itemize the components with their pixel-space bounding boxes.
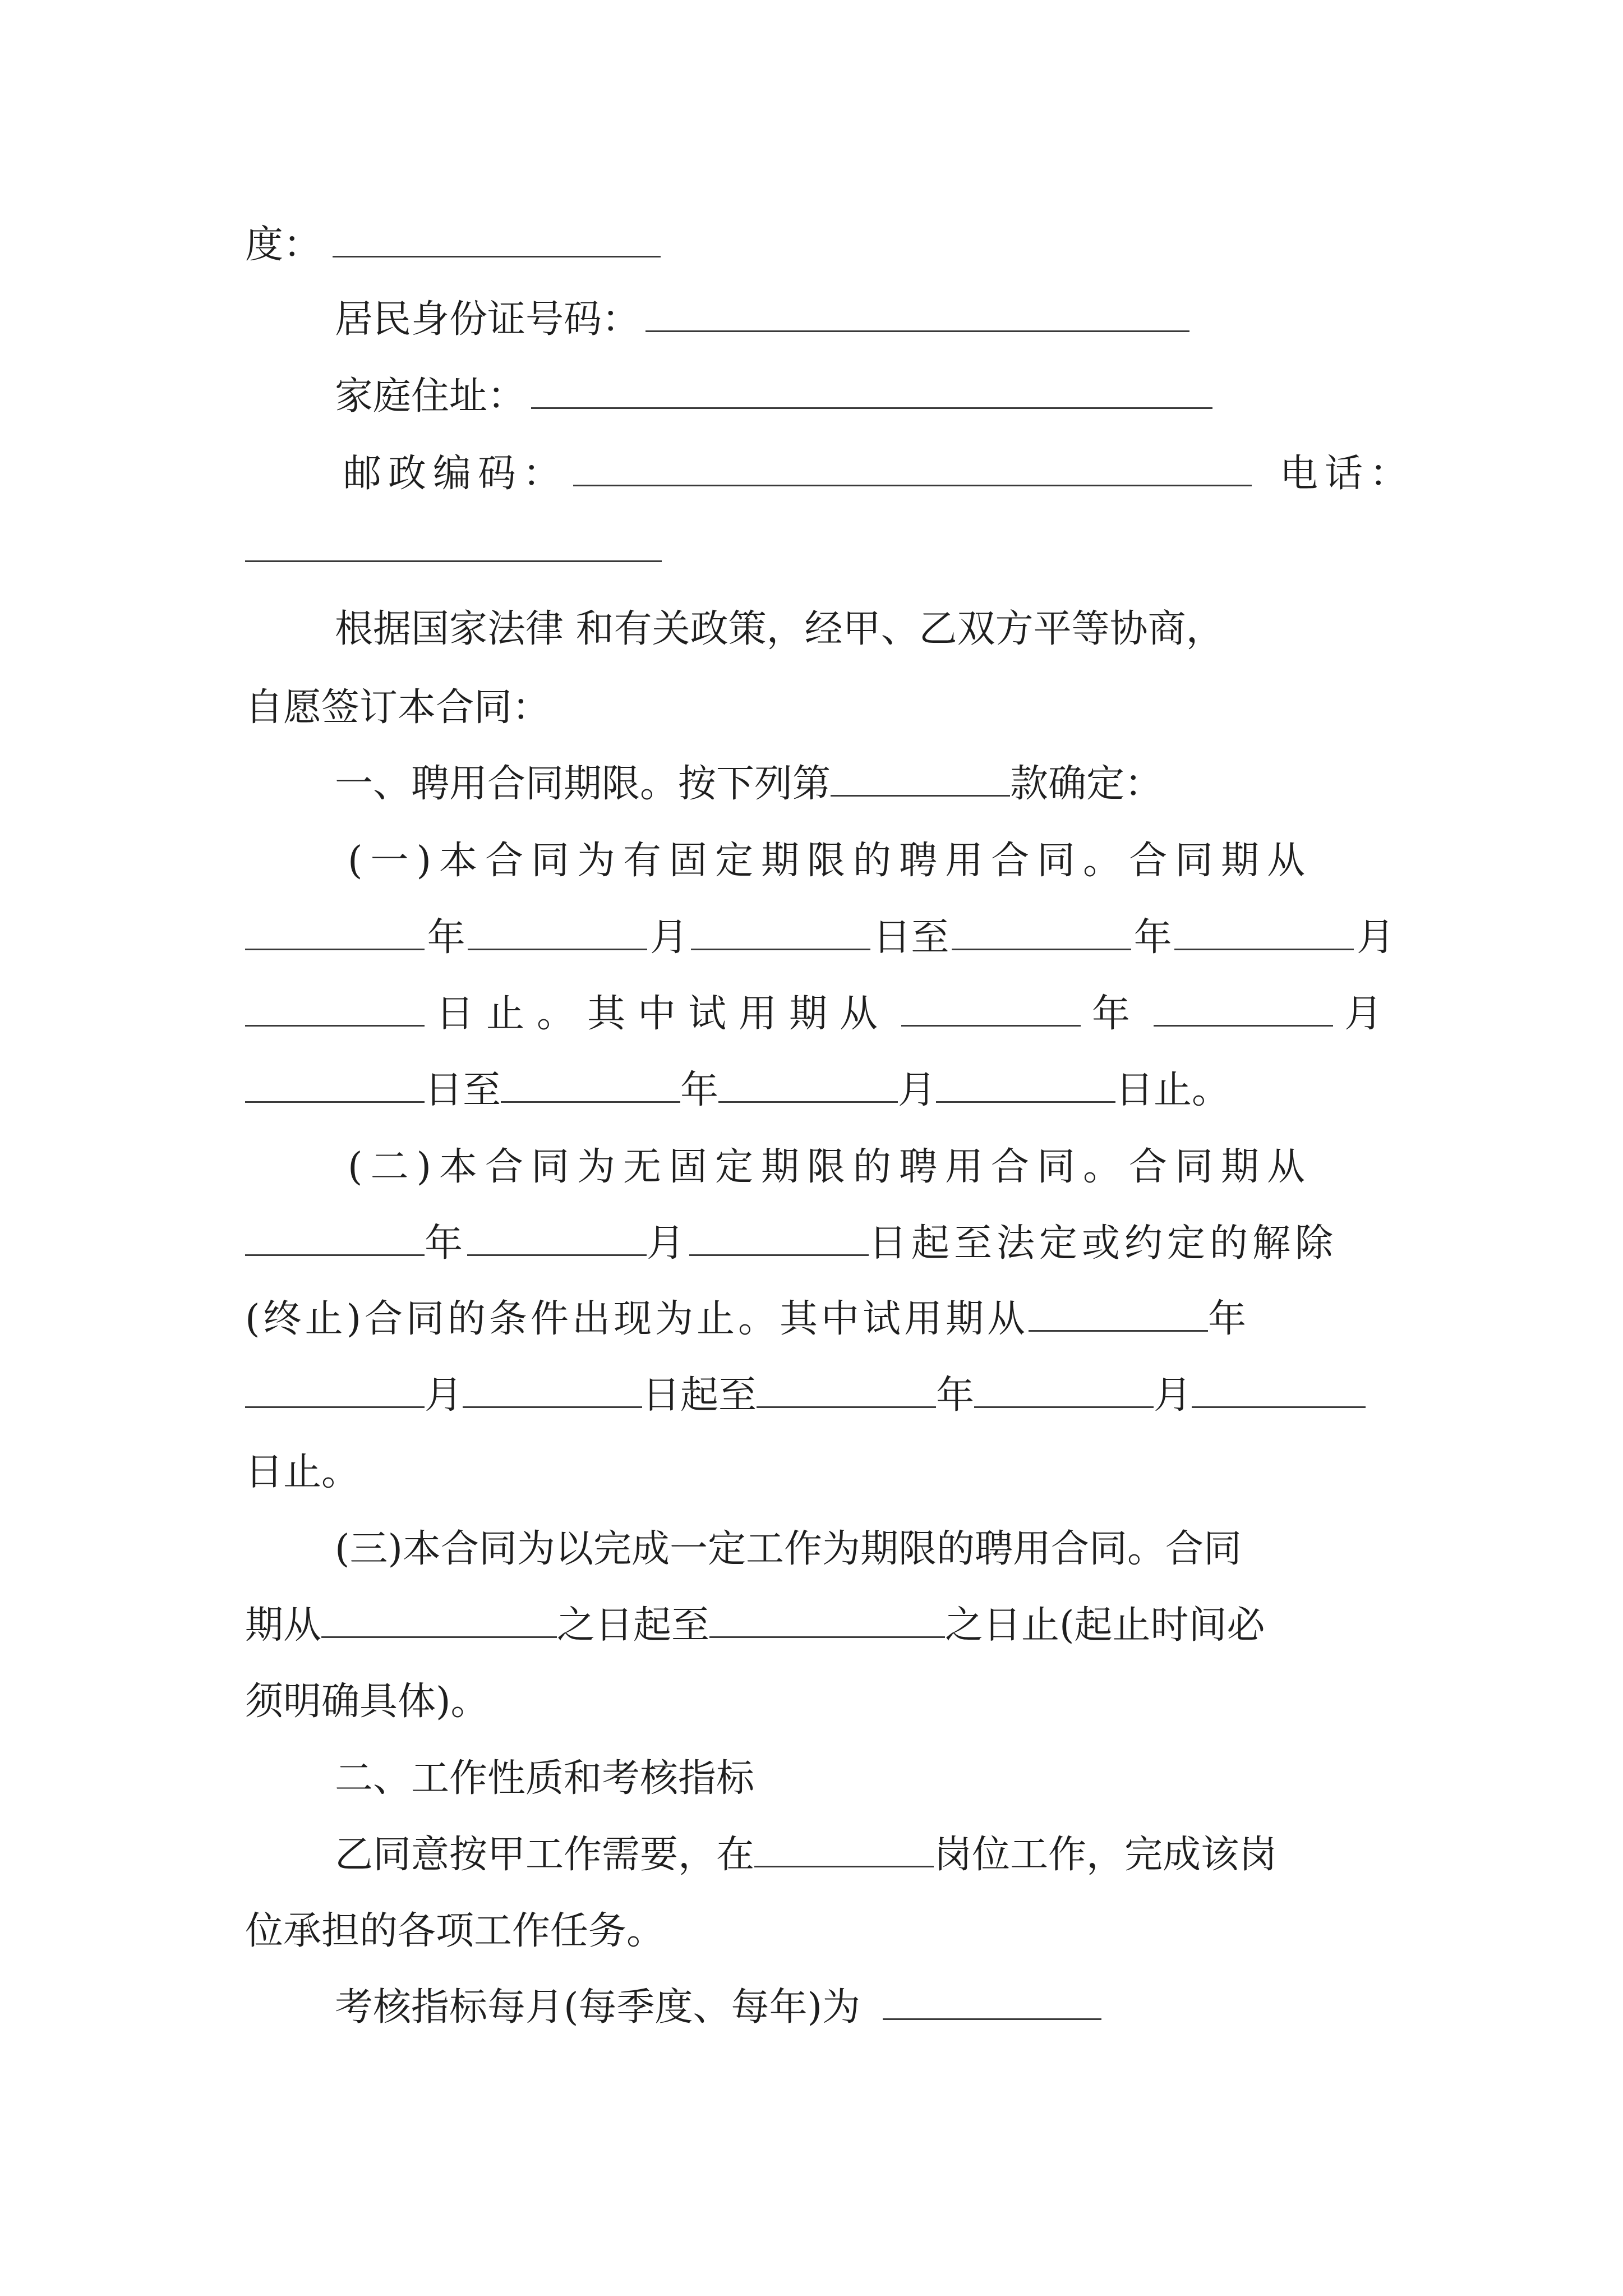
preamble-text: 根据国家法律 和有关政策，经甲、乙双方平等协商， [335, 607, 1224, 651]
text: 日至 [873, 915, 949, 960]
line-id-number [335, 278, 1484, 362]
text: 年 [1133, 915, 1172, 960]
probation-start-month-field[interactable] [1154, 993, 1333, 1027]
paragraph-preamble [335, 587, 1395, 671]
clause-1-3 [335, 1507, 1395, 1591]
text: 年 [680, 1068, 719, 1112]
line-phone-blank [245, 508, 1395, 592]
text: 日止。其中试用期从 [435, 992, 890, 1036]
text: 月 [647, 1221, 690, 1266]
line-degree [245, 203, 1395, 287]
text: 须明确具体)。 [245, 1680, 489, 1724]
text: 之日起至 [557, 1603, 710, 1648]
text: 年 [1208, 1297, 1250, 1341]
end-month-field[interactable] [1174, 917, 1354, 950]
start-month-field[interactable] [468, 917, 647, 950]
paragraph-preamble-cont [245, 666, 1395, 750]
text: 期从 [245, 1603, 322, 1648]
text: (二)本合同为无固定期限的聘用合同。合同期从 [348, 1145, 1313, 1189]
text: (三)本合同为以完成一定工作为期限的聘用合同。合同 [335, 1527, 1242, 1571]
id-number-field[interactable] [645, 299, 1189, 332]
start-year-field[interactable] [245, 917, 425, 950]
text: 月 [649, 915, 688, 960]
section-1-heading [335, 742, 1484, 826]
text: 考核指标每月(每季度、每年)为 [335, 1985, 861, 2030]
text: 月 [1154, 1373, 1192, 1418]
home-address-field[interactable] [531, 376, 1212, 409]
section-2-heading [335, 1737, 1484, 1821]
clause-1-1 [348, 819, 1395, 903]
clause-1-2-probation-end [245, 1354, 1395, 1438]
start-day-field[interactable] [689, 1223, 869, 1256]
start-year-field[interactable] [245, 1223, 425, 1256]
probation-end-day-field[interactable] [936, 1070, 1115, 1103]
text: 度： [245, 223, 322, 267]
text: 之日止(起止时间必 [945, 1603, 1265, 1648]
text: (一)本合同为有固定期限的聘用合同。合同期从 [348, 839, 1313, 883]
id-number-label: 居民身份证号码： [335, 297, 640, 342]
text: 月 [898, 1068, 937, 1112]
text: 月 [1356, 915, 1395, 960]
text: 位承担的各项工作任务。 [245, 1909, 665, 1953]
section-2-position-cont [245, 1889, 1395, 1973]
home-address-label: 家庭住址： [335, 374, 526, 418]
text: (终止)合同的条件出现为止。其中试用期从 [245, 1297, 1029, 1341]
end-day-field[interactable] [245, 993, 425, 1027]
text: 日止。 [1115, 1068, 1230, 1112]
start-month-field[interactable] [467, 1223, 647, 1256]
blank-field[interactable] [333, 224, 661, 257]
text: 日至 [425, 1068, 501, 1112]
probation-start-year-field[interactable] [901, 993, 1081, 1027]
text: 乙同意按甲工作需要，在 [335, 1833, 755, 1877]
start-day-field[interactable] [691, 917, 870, 950]
task-start-field[interactable] [321, 1605, 557, 1638]
clause-number-field[interactable] [831, 763, 1010, 797]
probation-end-year-field[interactable] [501, 1070, 680, 1103]
postcode-field[interactable] [573, 453, 1252, 486]
text: 月 [425, 1373, 463, 1418]
clause-1-2 [348, 1125, 1395, 1209]
line-postcode-phone [343, 432, 1415, 516]
probation-end-month-field[interactable] [718, 1070, 898, 1103]
clause-1-1-probation [245, 972, 1395, 1056]
section-2-position [335, 1813, 1395, 1897]
assessment-field[interactable] [883, 1987, 1101, 2020]
probation-start-day-field[interactable] [245, 1070, 425, 1103]
clause-1-3-end [245, 1660, 1395, 1744]
probation-start-month-field[interactable] [245, 1375, 425, 1408]
probation-start-year-field[interactable] [1029, 1299, 1208, 1332]
probation-end-year-field[interactable] [757, 1375, 936, 1408]
text: 日起至法定或约定的解除 [869, 1221, 1338, 1266]
text: 年 [427, 915, 465, 960]
clause-1-1-probation-end [245, 1048, 1395, 1133]
clause-1-1-dates [245, 896, 1395, 980]
text: 日起至 [642, 1373, 757, 1418]
text: 一、聘用合同期限。按下列第 [335, 762, 831, 806]
text: 年 [425, 1221, 468, 1266]
probation-end-day-field[interactable] [1192, 1375, 1366, 1408]
text: 款确定： [1010, 762, 1163, 806]
task-end-field[interactable] [709, 1605, 945, 1638]
section-2-assessment [335, 1966, 1484, 2050]
end-year-field[interactable] [952, 917, 1131, 950]
clause-1-3-dates [245, 1584, 1395, 1668]
text: 月 [1344, 992, 1395, 1036]
clause-1-2-probation [245, 1277, 1395, 1361]
text: 年 [936, 1373, 975, 1418]
clause-1-2-dates [245, 1202, 1395, 1286]
postcode-label: 邮政编码： [343, 452, 568, 496]
position-field[interactable] [754, 1834, 934, 1867]
text: 岗位工作，完成该岗 [934, 1833, 1278, 1877]
text: 日止。 [245, 1450, 360, 1494]
phone-label: 电话： [1280, 452, 1415, 496]
probation-end-month-field[interactable] [974, 1375, 1154, 1408]
line-home-address [335, 355, 1484, 439]
probation-start-day-field[interactable] [463, 1375, 642, 1408]
text: 年 [1091, 992, 1142, 1036]
preamble-text-cont: 自愿签订本合同： [245, 685, 551, 730]
phone-field[interactable] [245, 529, 662, 562]
clause-1-2-end [245, 1430, 1395, 1515]
text: 二、工作性质和考核指标 [335, 1756, 755, 1801]
